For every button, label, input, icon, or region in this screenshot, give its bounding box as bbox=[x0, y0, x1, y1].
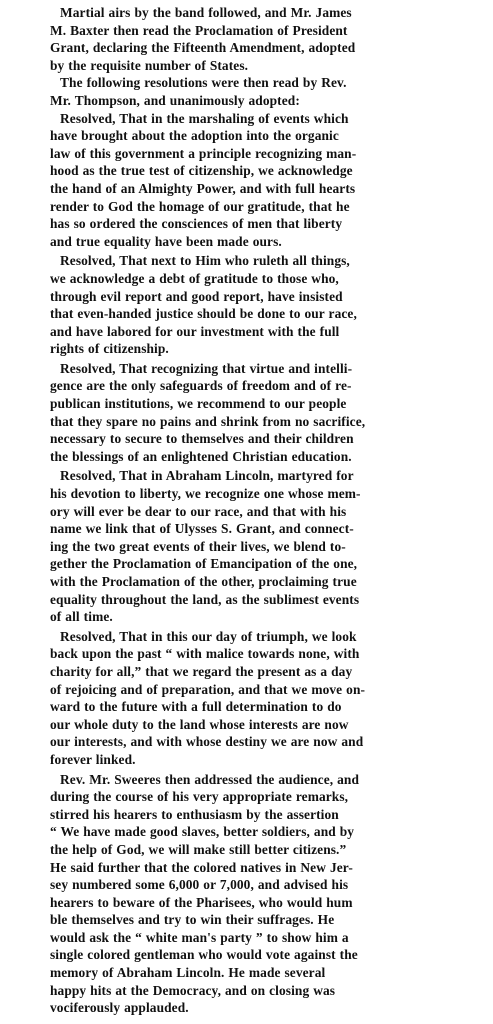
text-line: Rev. Mr. Sweeres then addressed the audience, and bbox=[60, 771, 360, 787]
text-line: the help of God, we will make still better citizens.” bbox=[50, 841, 347, 857]
text-line: Resolved, That in this our day of triumph, we look bbox=[60, 628, 357, 644]
text-line: during the course of his very appropriate remarks, bbox=[50, 789, 349, 805]
paragraph-resolution-4 bbox=[50, 467, 475, 625]
text-line: of all time. bbox=[50, 609, 113, 625]
text-line: Resolved, That recognizing that virtue and intelli- bbox=[60, 360, 353, 376]
text-line: our interests, and with whose destiny we are now and bbox=[50, 734, 364, 750]
text-line: have brought about the adoption into the organic bbox=[50, 128, 339, 144]
text-line: of rejoicing and of preparation, and that we move on- bbox=[50, 681, 366, 697]
text-line: ble themselves and try to win their suffrages. He bbox=[50, 912, 335, 928]
text-line: equality throughout the land, as the sublimest events bbox=[50, 591, 360, 607]
text-line: Resolved, That next to Him who ruleth all things, bbox=[60, 253, 350, 269]
text-line: by the requisite number of States. bbox=[50, 57, 249, 73]
page-edge bbox=[485, 0, 493, 1024]
text-line: rights of citizenship. bbox=[50, 341, 169, 357]
text-line: and true equality have been made ours. bbox=[50, 233, 282, 249]
text-line: forever linked. bbox=[50, 751, 136, 767]
text-line: hood as the true test of citizenship, we acknowledge bbox=[50, 163, 353, 179]
text-line: necessary to secure to themselves and their children bbox=[50, 431, 354, 447]
text-line: ing the two great events of their lives, we blend to- bbox=[50, 538, 346, 554]
text-line: back upon the past “ with malice towards none, with bbox=[50, 646, 360, 662]
paragraph-resolution-3 bbox=[50, 360, 475, 466]
text-line: render to God the homage of our gratitude, that he bbox=[50, 198, 350, 214]
text-line: gence are the only safeguards of freedom and of re- bbox=[50, 378, 352, 394]
paragraph-resolutions-intro bbox=[50, 74, 475, 109]
paragraph-resolution-2 bbox=[50, 252, 475, 358]
text-line: through evil report and good report, have insisted bbox=[50, 288, 343, 304]
text-line: vociferously applauded. bbox=[50, 1000, 189, 1016]
text-line: that they spare no pains and shrink from no sacrifice, bbox=[50, 413, 366, 429]
text-line: “ We have made good slaves, better soldiers, and by bbox=[50, 824, 355, 840]
text-line: M. Baxter then read the Proclamation of President bbox=[50, 22, 348, 38]
text-line: The following resolutions were then read by Rev. bbox=[60, 75, 347, 91]
paragraph-resolution-1 bbox=[50, 110, 475, 251]
text-line: we acknowledge a debt of gratitude to those who, bbox=[50, 270, 339, 286]
text-line: charity for all,” that we regard the present as a day bbox=[50, 663, 353, 679]
text-line: ward to the future with a full determination to do bbox=[50, 699, 342, 715]
text-line: stirred his hearers to enthusiasm by the assertion bbox=[50, 806, 339, 822]
text-line: Resolved, That in the marshaling of events which bbox=[60, 110, 349, 126]
text-line: Mr. Thompson, and unanimously adopted: bbox=[50, 92, 300, 108]
text-line: the hand of an Almighty Power, and with full hearts bbox=[50, 180, 356, 196]
paragraph-resolution-5 bbox=[50, 628, 475, 769]
text-line: He said further that the colored natives in New Jer- bbox=[50, 859, 353, 875]
text-line: our whole duty to the land whose interests are now bbox=[50, 716, 349, 732]
text-line: gether the Proclamation of Emancipation of the one, bbox=[50, 556, 358, 572]
text-line: has so ordered the consciences of men that liberty bbox=[50, 216, 343, 232]
text-line: and have labored for our investment with the full bbox=[50, 323, 340, 339]
paragraph-sweeres-address bbox=[50, 771, 475, 1017]
paragraph-proclamation-reading bbox=[50, 4, 475, 74]
article-column bbox=[50, 4, 475, 1017]
text-line: would ask the “ white man's party ” to show him a bbox=[50, 929, 349, 945]
text-line: memory of Abraham Lincoln. He made several bbox=[50, 965, 326, 981]
text-line: Resolved, That in Abraham Lincoln, martyred for bbox=[60, 468, 354, 484]
text-line: sey numbered some 6,000 or 7,000, and advised his bbox=[50, 877, 349, 893]
text-line: that even-handed justice should be done to our race, bbox=[50, 306, 357, 322]
text-line: Grant, declaring the Fifteenth Amendment, adopted bbox=[50, 40, 356, 56]
text-line: happy hits at the Democracy, and on closing was bbox=[50, 982, 336, 998]
text-line: his devotion to liberty, we recognize one whose mem- bbox=[50, 486, 361, 502]
text-line: hearers to beware of the Pharisees, who would hum bbox=[50, 894, 353, 910]
text-line: law of this government a principle recognizing man- bbox=[50, 145, 357, 161]
text-line: ory will ever be dear to our race, and that with his bbox=[50, 503, 347, 519]
text-line: with the Proclamation of the other, proclaiming true bbox=[50, 574, 357, 589]
text-line: the blessings of an enlightened Christian education. bbox=[50, 448, 352, 464]
text-line: publican institutions, we recommend to our people bbox=[50, 396, 347, 412]
text-line: name we link that of Ulysses S. Grant, and connect- bbox=[50, 521, 354, 537]
text-line: Martial airs by the band followed, and Mr. James bbox=[60, 5, 352, 20]
text-line: single colored gentleman who would vote against the bbox=[50, 947, 358, 963]
